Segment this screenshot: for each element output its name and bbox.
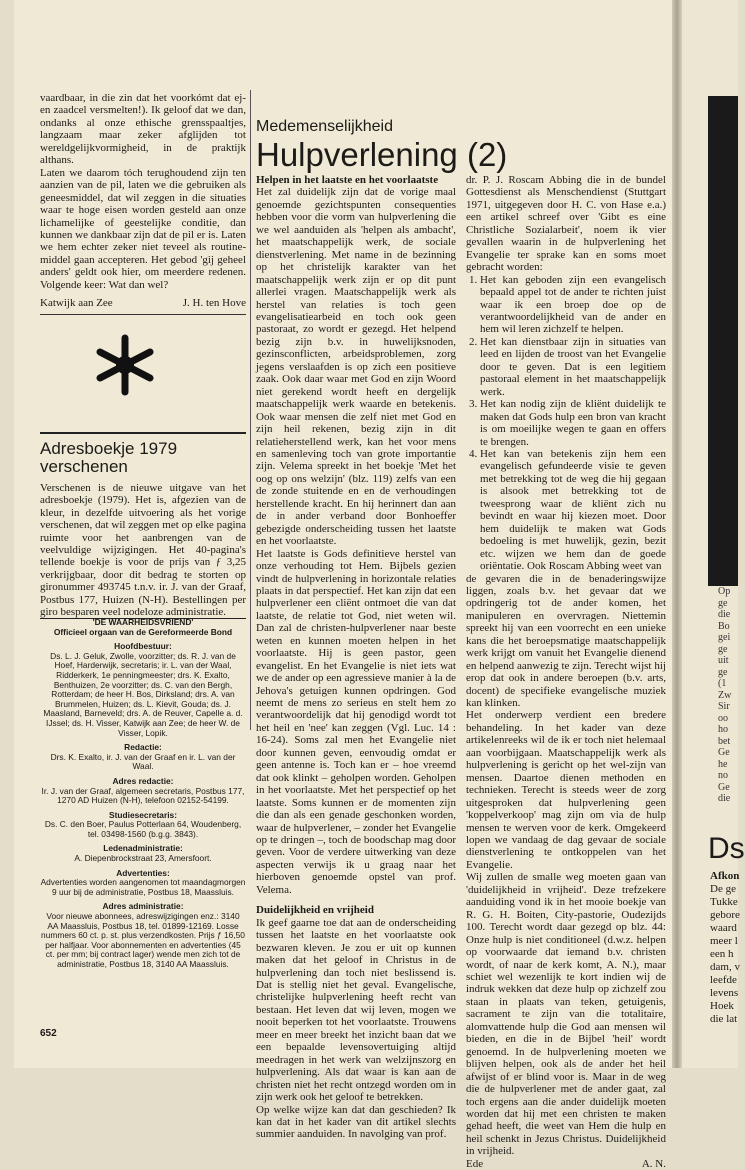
- signature-row: [40, 297, 246, 309]
- notice-title: Adresboekje 1979 verschenen: [40, 439, 178, 476]
- left-column: [40, 92, 246, 319]
- list-item: 2. Het kan dienstbaar zijn in situaties van leed en lijden de troost van het Evangelie door te geven. Dat is een legitiem pastoraal element in het maatschappelijk werk.: [480, 336, 666, 398]
- article-paragraph-8: Wij zullen de smalle weg moeten gaan van 'duidelijkheid in vrijheid'. Deze trefzekere aanduiding vond ik in het mooie boekje van R. G. H. Boiten, City-pastorie, Oudezijds 100. Terecht wordt daar gezegd op blz. 44: Onze hulp is niet conditioneel (d.w.z. helpen op voorwaarde dat iemand b.v. christen wordt, of naar de kerk komt, A. N.), maar schiet wel wezenlijk te kort indien wij de indruk wekken dat deze hulp op zichzelf zou staan in plaats van teken, getuigenis, sacrament te zijn van die totalitaire, alomvattende hulp die God aan mensen wil bieden, en die in de Bijbel 'heil' wordt genoemd. In de hulpverlening moeten we blijven helpen, ook als de ander het heil afwijst of er blind voor is. Maar in de weg die de hulpverlener met de ander gaat, zal toch ergens aan die ander duidelijk moeten worden dat hij met een christen te maken gehad heeft, die weet van Hem die hulp en heil schenkt in Jezus Christus. Duidelijkheid in vrijheid.: [466, 871, 666, 1158]
- article-paragraph-6: de gevaren die in de benaderingswijze liggen, zoals b.v. het gevaar dat we opdringerig tot de ander komen, het manipuleren en overvragen. Niettemin spreekt hij van een voorrecht en een unieke kans die het beroepsmatige maatschappelijk werk krijgt om vanuit het Evangelie dienend en helpend aanwezig te zijn. Terecht wijst hij erop dat ook in andere beroepen (b.v. arts, docent) de specifieke evangelische muziek kan klinken.: [466, 572, 666, 710]
- list-item: 4. Het kan van betekenis zijn hem een evangelisch gefundeerde visie te geven met betrekking tot de weg die hij gegaan is alsook met betrekking tot de tweesprong waar de kliënt zich nu bevindt en waar hij kiezen moet. Door hem duidelijk te maken wat Gods bedoeling is met huwelijk, gezin, bezit etc. wijzen we hem dan de goede oriëntatie. Ook Roscam Abbing weet van: [480, 448, 666, 573]
- right-column: [466, 174, 666, 1170]
- article-paragraph-3: Ik geef gaarne toe dat aan de onderscheiding tussen het laatste en het voorlaatste ook bezwaren kleven. Je zou er uit op kunnen maken dat het geloof in Christus in de hulpverlening dan toch niet beslissend is. Dat is stellig niet het geval. Evangelische, christelijke hulpverlening heeft recht van bestaan. Het leven dat wij leven, mogen we nooit beperken tot het voorlaatste. Trouwens meer en meer breekt het inzicht baan dat we een bepaalde levensovertuiging altijd meedragen in het werk van welzijnszorg en hulpverlening. Als dat waar is kan aan de christen niet het recht ontzegd worden om in zijn werk ook het geloof te betrekken.: [256, 916, 456, 1104]
- address-text: Ir. J. van der Graaf, algemeen secretaris, Postbus 177, 1270 AD Huizen (N-H), telefoon 02152-54199.: [41, 785, 245, 806]
- asterisk-ornament-icon: [90, 330, 160, 400]
- signature-author: J. H. ten Hove: [182, 297, 246, 310]
- article-paragraph-4: Op welke wijze kan dat dan geschieden? Ik kan dat in het kader van dit artikel slechts summier aanduiden. In navolging van prof.: [256, 1103, 456, 1141]
- adjacent-bold: Afkon: [710, 870, 740, 882]
- article-kicker: Medemenselijkheid: [256, 118, 393, 135]
- subs-heading: Adres administratie:: [102, 901, 184, 912]
- article-paragraph-7: Het onderwerp verdient een bredere behandeling. In het kader van deze artikelenreeks wil de ik er toch niet helemaal aan voorbijgaan. Maatschappelijk werk als hulpverlening is gericht op het wel-zijn van mensen. Daartoe dienen methoden en technieken. Terecht is steeds weer de zorg uitgesproken dat hulpverlening geen 'koppelverkoop' mag zijn om via de hulp mensen te werven voor de kerk. Omgekeerd lopen we vandaag de dag gevaar de sociale dienstverlening te ontkoppelen van het Evangelie.: [466, 709, 666, 871]
- notice-text: Verschenen is de nieuwe uitgave van het adresboekje (1979). Het is, afgezien van de kleur, in dezelfde uitvoering als het vorige verschenen, dat wil zeggen met op elke pagina ruimte voor het aanbrengen van de veelvuldige wijzigingen. Het 40-pagina's tellende boekje is voor de prijs van ƒ 3,25 verkrijgbaar, door dit bedrag te storten op gironummer 493745 t.n.v. ir. J. van der Graaf, Postbus 177, Huizen (N-H). Bestellingen per giro besparen veel nodeloze administratie.: [40, 482, 246, 619]
- ads-heading: Advertenties:: [116, 867, 170, 878]
- colophon-subtitle: Officieel orgaan van de Gereformeerde Bond: [53, 626, 233, 637]
- signature-place: Katwijk aan Zee: [40, 297, 113, 310]
- article-paragraph-1: Het zal duidelijk zijn dat de vorige maal genoemde gezichtspunten consequenties hebben voor die vorm van hulpverlening die we wel aanduiden als 'helpen als ambacht', het maatschappelijk werk, de sociale dienstverlening. Met name in de bezinning op het christelijk karakter van het maatschappelijk werk zijn er op dit punt allerlei vragen. Maatschappelijk werk als herstel van relaties is toch geen evangelisatiearbeid en toch ook geen pastoraat, zo wordt er gezegd. Het helpend bezig zijn b.v. in huwelijksnoden, gezinsconflicten, arbeidsproblemen, zorg jegens verslaafden is op zich een positieve zaak. Ook daar waar met God en zijn Woord niet gerekend wordt heeft en dergelijk maatschappelijk werk waarde en betekenis. Ook waar mensen die zelf niet met God en zijn heil rekenen, bezig zijn in dit relatieherstellend werk, kan het voor mens en samenleving toch van grote importantie zijn. Velema spreekt in het boekje 'Met het oog op ons welzijn' (blz. 119) zelfs van een de zonde stuitende en en de verhoudingen herstellende kracht. En hij herinnert dan aan de in ander verband door Bonhoeffer gebezigde onderscheiding tussen het laatste en het voorlaatste.: [256, 186, 456, 548]
- article-sign-author: A. N.: [641, 1157, 666, 1170]
- adjacent-photo: [708, 96, 738, 586]
- column-rule: [250, 90, 251, 730]
- board-heading: Hoofdbestuur:: [114, 641, 172, 652]
- subs-text: Voor nieuwe abonnees, adreswijzigingen enz.: 3140 AA Maassluis, Postbus 18, tel. 01899-12169. Losse nummers 60 ct. p. st. plus verzendkosten. Prijs ƒ 16,50 per halfjaar. Voor abonnementen en advertenties (45 ct. per mm; bij contract lager) wende men zich tot de administratie, Postbus 18, 3140 AA Maassluis.: [41, 911, 245, 969]
- address-heading: Adres redactie:: [112, 775, 174, 786]
- board-text: Ds. L. J. Geluk, Zwolle, voorzitter; ds. R. J. van de Hoef, Harderwijk, secretaris; ir. L. van der Waal, Ridderkerk, 1e penningmeester; drs. K. Exalto, Benthuizen, 2e voorzitter; ds. C. van den Bergh, Rotterdam; de heer H. Bos, Dirksland; drs. A. van Brummelen, Huizen; ds. L. Kievit, Gouda; ds. J. Maasland, Barneveld; drs. A. de Reuver, Capelle a. d. IJssel; ds. H. Visser, Katwijk aan Zee; de heer W. de Visser, Lopik.: [43, 650, 243, 738]
- page-number: 652: [40, 1028, 57, 1039]
- section-heading: Duidelijkheid en vrijheid: [256, 904, 374, 917]
- admin-text: A. Diepenbrockstraat 23, Amersfoort.: [74, 853, 212, 864]
- adjacent-page: [682, 0, 745, 1068]
- admin-heading: Ledenadministratie:: [103, 843, 183, 854]
- article-title: Hulpverlening (2): [256, 136, 508, 173]
- editors-text: Drs. K. Exalto, ir. J. van der Graaf en ir. L. van der Waal.: [50, 751, 236, 772]
- adjacent-text: [710, 870, 740, 1026]
- divider: [40, 314, 246, 315]
- adjacent-heading: Ds: [708, 832, 745, 865]
- ads-text: Advertenties worden aangenomen tot maandagmorgen 9 uur bij de administratie, Postbus 18, Maassluis.: [40, 877, 246, 897]
- list-item: 1. Het kan geboden zijn een evangelisch bepaald appel tot de ander te richten juist waar ik een broep doe op de verantwoordelijkheid van de ander en hem wil leren zichzelf te helpen.: [480, 274, 666, 336]
- adjacent-lines: De ge Tukke gebore waard meer l een h dam, v leefde levens Hoek die lat: [710, 883, 740, 1025]
- numbered-list: [466, 274, 666, 573]
- middle-column: [256, 174, 456, 1141]
- article-sign-place: Ede: [466, 1157, 484, 1170]
- notice-box: [40, 432, 246, 619]
- page-spine: [672, 0, 682, 1068]
- left-intro: vaardbaar, in die zin dat het voorkómt dat ej-en zaadcel versmelten!). Ik geloof dat we dan, ondanks al onze ethische grensspaaltjes, langzaam maar zeker afglijden tot wereldgelijkvormigheid, in de praktijk althans.: [40, 92, 246, 167]
- article-paragraph-2: Het laatste is Gods definitieve herstel van onze verhouding tot Hem. Bijbels gezien vindt de hulpverlening in horizontale relaties plaats in dat perspectief. Het kan zijn dat een hulpverlener een cliënt ontmoet die van dat laatste, de relatie tot God, niet weten wil. Dan zal de christen-hulpverlener naar beste weten en kunnen moeten helpen in het voorlaatste. Hij is geen pastor, geen evangelist. En het Evangelie is niet iets wat we de ander op een agressieve manier à la de Jehova's getuigen kunnen opdringen. God neemt de mens zo serieus en stelt hem zo verantwoordelijk dat hij genodigd wordt tot het heil en 'nee' kan zeggen (Vgl. Luc. 14 : 16-24). Soms zal men het Evangelie niet door kunnen geven, eenvoudig omdat er geen antenne is. Toch kan er – hoe vreemd dat ook klinkt – geholpen worden. Geholpen in het voorlaatste. Met het perspectief op het laatste. Soms kunnen er de momenten zijn die dan als een genade geschonken worden, waar de hulpverlener, – zonder het Evangelie op te dringen –, toch de boodschap mag door geven. Voor de verdere uitwerking van deze aspecten verwijs ik u graag naar het hierboven genoemde opstel van prof. Velema.: [256, 547, 456, 896]
- list-item: 3. Het kan nodig zijn de kliënt duidelijk te maken dat Gods hulp een bron van kracht is om moeilijke wegen te gaan en offers te brengen.: [480, 398, 666, 448]
- adjacent-fragment: Op ge die Bo gei ge uit ge (1 Zw Sir oo ho bet Ge he no Ge die: [718, 586, 732, 804]
- office-heading: Studiesecretaris:: [109, 809, 177, 820]
- colophon-name: 'DE WAARHEIDSVRIEND': [92, 617, 194, 627]
- left-paragraph: Laten we daarom tóch terughoudend zijn ten aanzien van de pil, laten we die gebruiken als geneesmiddel, dat wil zeggen in die situaties waar te hoge eisen worden gesteld aan onze lichamelijke of geestelijke conditie, dan kunnen we dankbaar zijn dat de pil er is. Laten we hem echter zeker niet teveel als routine-middel gaan accepteren. Het gebod 'gij geheel anders' geldt ook hier, om meerdere redenen. Volgende keer: Wat dan wel?: [40, 166, 246, 291]
- colophon: [40, 618, 246, 970]
- editors-heading: Redactie:: [124, 742, 162, 753]
- article-paragraph-5: dr. P. J. Roscam Abbing die in de bundel Gottesdienst als Menschendienst (Stuttgart 1971, uitgegeven door H. C. von Hase e.a.) een artikel schreef over 'Gibt es eine Christliche Sozialarbeit', noem ik vier gevallen waarin in de hulpverlening het Evangelie ter sprake kan en soms moet gebracht worden:: [466, 174, 666, 274]
- office-text: Ds. C. den Boer, Paulus Potterlaan 64, Woudenberg, tel. 03498-1560 (b.g.g. 3843).: [44, 819, 242, 839]
- article-signature: [466, 1158, 666, 1170]
- article-subhead: Helpen in het laatste en het voorlaatste: [256, 174, 439, 186]
